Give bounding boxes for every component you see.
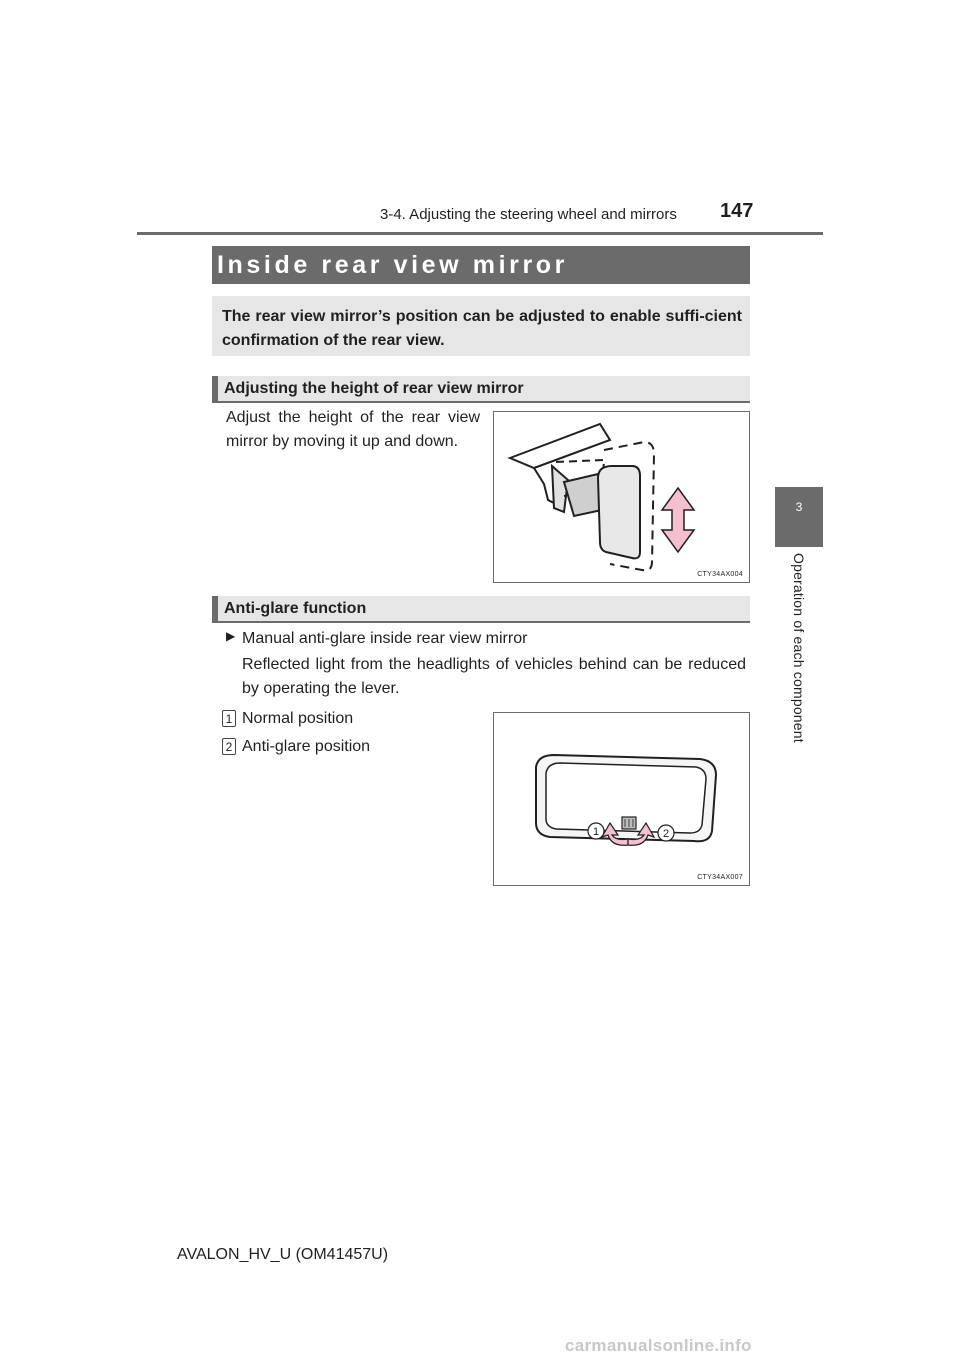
- page-number: 147: [720, 200, 754, 222]
- manual-antiglare-text: Reflected light from the headlights of vehicles behind can be reduced by operating the lever.: [242, 656, 746, 697]
- normal-position-label: Normal position: [242, 710, 354, 727]
- mirror-height-illustration: [494, 412, 749, 582]
- bullet-triangle-icon: ▶: [226, 629, 236, 643]
- subheading-marker: [212, 596, 218, 623]
- callout-number-2: 2: [222, 738, 236, 755]
- figure-code: CTY34AX004: [697, 571, 743, 578]
- height-adjust-figure: [493, 411, 750, 583]
- watermark: carmanualsonline.info: [565, 1336, 752, 1355]
- section-title: Inside rear view mirror: [217, 251, 568, 279]
- manual-code-footer: AVALON_HV_U (OM41457U): [177, 1246, 389, 1263]
- antiglare-position-label: Anti-glare position: [242, 738, 371, 755]
- subheading-height: Adjusting the height of rear view mirror: [224, 380, 524, 397]
- header-section-title: 3-4. Adjusting the steering wheel and mirrors: [380, 206, 677, 223]
- chapter-tab-label: Operation of each component: [791, 553, 807, 743]
- callout-number-1: 1: [222, 710, 236, 727]
- header-divider: [137, 232, 823, 235]
- height-instruction-text: Adjust the height of the rear view mirror by moving it up and down.: [226, 409, 480, 450]
- antiglare-figure: [493, 712, 750, 886]
- manual-antiglare-heading: Manual anti-glare inside rear view mirror: [242, 630, 528, 647]
- chapter-tab-number: 3: [795, 500, 803, 514]
- figure-code: CTY34AX007: [697, 874, 743, 881]
- up-down-arrow-icon: [662, 488, 694, 552]
- subheading-antiglare: Anti-glare function: [224, 600, 367, 617]
- figure-callout-2: 2: [662, 828, 670, 840]
- intro-text: The rear view mirror’s position can be adjusted to enable suffi-cient confirmation of the rear view.: [222, 308, 742, 349]
- chapter-tab-label-wrap: [776, 553, 822, 753]
- subheading-marker: [212, 376, 218, 403]
- chapter-tab: [775, 487, 823, 547]
- mirror-lever-illustration: [494, 713, 749, 885]
- figure-callout-1: 1: [592, 826, 600, 838]
